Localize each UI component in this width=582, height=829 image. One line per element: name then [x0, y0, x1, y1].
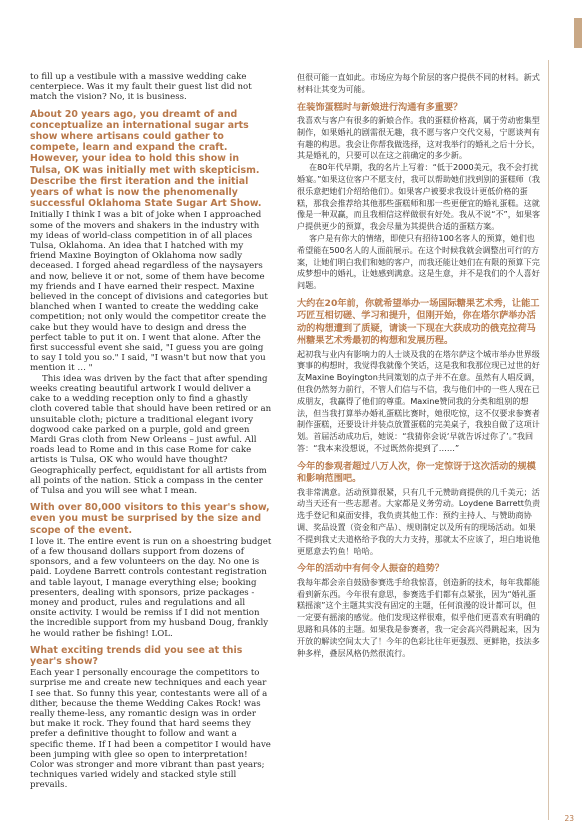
page-number: 23 [564, 814, 574, 823]
question-heading: 在装饰蛋糕时与新娘进行沟通有多重要？ [297, 101, 463, 113]
paragraph: Each year I personally encourage the competitors to surprise me and create new techniques and each year I see that. So funny this year, contestants were all of a dither, because the theme Wedding Cakes Rock! was really theme-less, any romantic design was in order but make it rock. They found that hard seems they prefer a definitive thought to follow and want a specific theme. If I had been a competitor I would have been jumping with glee so open to interpretation! Color was stronger and more vibrant than past years; techniques varied widely and stacked style still prevails. [30, 668, 271, 791]
question-heading: 大约在20年前，你就希望举办一场国际糖果艺术秀，让能工巧匠互相切磋、学习和提升，但刚开始，你在塔尔萨举办活动的构想遭到了质疑，请谈一下现在大获成功的俄克拉荷马州糖果艺术秀最初的构想和发展历程。 [297, 297, 540, 347]
paragraph: 起初我与业内有影响力的人士谈及我的在塔尔萨这个城市举办世界级赛事的构想时，我觉得我就像个笑话，这是我和我那位现已过世的好友Maxine Boyington共同策划的点子并不在意。虽然有人唱反调，但我仍然努力前行，不管人们信与不信，我与他们中的一些人现在已成朋友，我赢得了他们的尊重。Maxine赞同我的分类和组别的想法，但当我打算举办婚礼蛋糕比赛时，她很吃惊，这不仅要求参赛者制作蛋糕，还要设计并装点放置蛋糕的完美桌子，我独自做了这项计划。首届活动成功后，她说：“我猜你会说‘早就告诉过你了’。”我回答：“我本来没想说，不过既然你提到了……” [297, 348, 540, 453]
question-heading: What exciting trends did you see at this year's show? [30, 644, 243, 667]
question-heading: With over 80,000 visitors to this year's show, even you must be surprised by the size and scope of the event. [30, 502, 270, 536]
english-column [30, 72, 272, 791]
question-heading: 今年的参观者超过八万人次，你一定惊讶于这次活动的规模和影响范围吧。 [297, 460, 536, 485]
paragraph: I love it. The entire event is run on a shoestring budget of a few thousand dollars support from dozens of sponsors, and a few volunteers on the day. No one is paid. Loydene Barrett controls contestant registration and table layout, I manage everything else; booking presenters, dealing with sponsors, prize packages - money and product, rules and regulations and all onsite activity. I would be remiss if I did not mention the incredible support from my husband Doug, frankly he would rather be fishing! LOL. [30, 536, 272, 639]
margin-rule [548, 60, 549, 820]
question-heading: About 20 years ago, you dreamt of and conceptualize an international sugar arts show where artisans could gather to compete, learn and expand the craft. However, your idea to hold this show in Tulsa, OK was initially met with skepticism. Describe the first iteration and the initial years of what is now the phenomenally successful Oklahoma State Sugar Art Show. [30, 108, 262, 210]
paragraph: to fill up a vestibule with a massive wedding cake centerpiece. Was it my fault their guest list did not match the vision? No, it is business. [30, 72, 252, 103]
paragraph: 我喜欢与客户有很多的新娘合作。我的蛋糕价格高，属于劳动密集型制作，如果婚礼的剧需很无趣，我不愿与客户交代交易，宁愿谈判有有趣的构思。我会让你帮我做选择，这对我举行的婚礼之后十分长，其是婚礼的，只要可以在这之前确定的多少新。 [297, 115, 540, 161]
paragraph: 我每年都会亲自鼓励参赛选手给我惊喜，创造新的技术，每年我都能看到新东西。今年很有意思，参赛选手们都有点紧张，因为“婚礼蛋糕摇滚”这个主题其实没有固定的主题，任何浪漫的设计都可以，但一定要有摇滚的感觉。他们发现这样很难，似乎他们更喜欢有明确的思路和具体的主题。如果我是参赛者，我一定会高兴得跳起来，因为开放的解读空间太大了！今年的色彩比往年更强烈、更鲜艳，技法多种多样，叠层风格仍然很流行。 [297, 576, 540, 658]
paragraph: 在80年代早期，我的名片上写着：“低于2000美元，我不会打扰婚宴。”如果这位客户不愿支付，我可以帮助她们找到别的蛋糕师（我很乐意把她们介绍给他们）。如果客户被要求我设计更低价格的蛋糕，那我会推荐给其他那些蛋糕师和那一些更便宜的婚礼蛋糕。这就像是一种双赢，而且我相信这样做很有好处。我从不说“不”，如果客户提供更少的预算，我会尽量为其提供合适的蛋糕方案。 [297, 162, 541, 232]
paragraph: 但很可能一直如此。市场应为每个阶层的客户提供不同的材料。新式材料让其变为可能。 [297, 72, 540, 94]
paragraph: 客户是有你大的情绪，即使只有招待100名客人的预算，她们也希望能在500名人的人面前展示。在这个时候我就会调整出可行的方案，让她们明白我们和她的客户，而我还能让她们在有限的预算下完成梦想中的婚礼，让她感到满意。这是生意，并不是我们的个人喜好问题。 [297, 232, 540, 291]
question-heading: 今年的活动中有何令人振奋的趋势？ [297, 563, 444, 575]
paragraph: 我非常满意。活动预算很紧，只有几千元赞助商提供的几千美元；活动当天还有一些志愿者。大家都是义务劳动。Loydene Barrett负责选手登记和桌面安排，我负责其他工作：预约主持人、与赞助商协调、奖品设置（资金和产品）、规则制定以及所有的现场活动。如果不提到我丈夫道格给予我的大力支持，那就太不应该了，坦白地说他更愿意去钓鱼！哈哈。 [297, 486, 541, 556]
paragraph: This idea was driven by the fact that after spending weeks creating beautiful artwork I would deliver a cake to a wedding reception only to find a ghastly cloth covered table that should have been retired or an unsuitable cloth; picture a traditional elegant ivory dogwood cake parked on a purple, gold and green Mardi Gras cloth from New Orleans – just awful. All roads lead to Rome and in this case Rome for cake artists is Tulsa, OK who would have thought? Geographically perfect, equidistant for all artists from all points of the nation. Stick a compass in the center of Tulsa and you will see what I mean. [30, 373, 272, 496]
page-edge-tab [574, 18, 582, 48]
paragraph: Initially I think I was a bit of joke when I approached some of the movers and shakers in the industry with my ideas of world-class competition in of all places Tulsa, Oklahoma. An idea that I hatched with my friend Maxine Boyington of Oklahoma now sadly deceased. I forged ahead regardless of the naysayers and now, believe it or not, some of them have become my friends and I have earned their respect. Maxine believed in the concept of divisions and categories but blanched when I wanted to create the wedding cake competition; not only would the competitor create the cake but they would have to design and dress the perfect table to put it on. I went that alone. After the first successful event she said, "I guess you are going to say I told you so." I said, "I wasn't but now that you mention it … " [30, 210, 268, 374]
chinese-column [297, 72, 541, 659]
